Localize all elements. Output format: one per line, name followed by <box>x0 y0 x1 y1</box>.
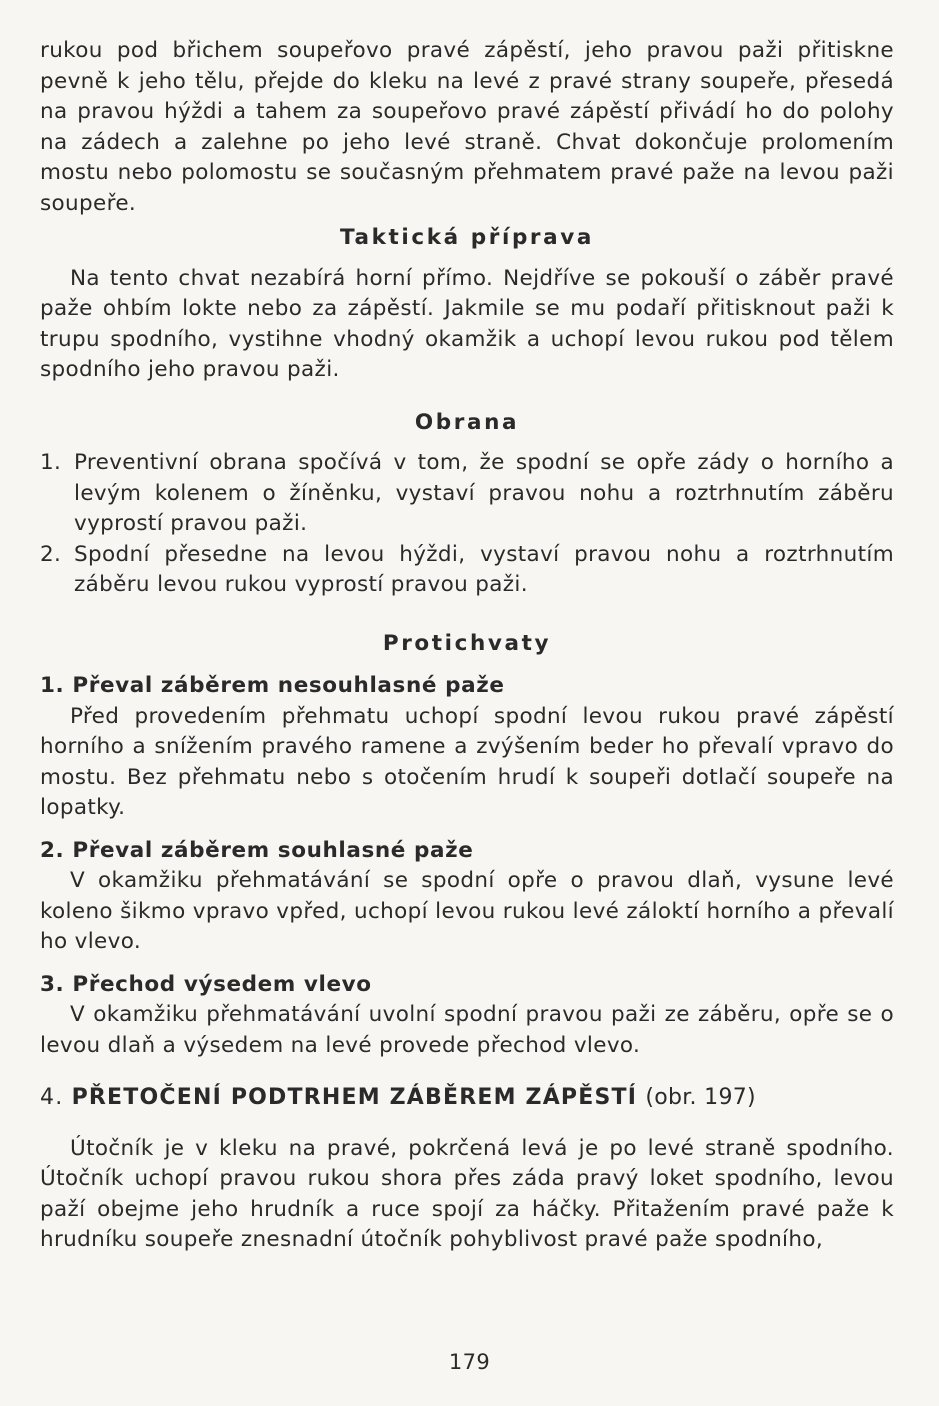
list-item-number: 2. <box>40 541 62 567</box>
tactical-paragraph: Na tento chvat nezabírá horní přímo. Nejdříve se pokouší o záběr pravé paže ohbím lokte nebo za zápěstí. Jakmile se mu podaří přitisknout paži k trupu spodního, vystihne vhodný okamžik a uchopí levou rukou pod tělem spodního jeho pravou paži. <box>40 265 894 382</box>
list-item <box>40 448 894 540</box>
list-item-text: Spodní přesedne na levou hýždi, vystaví pravou nohu a roztrhnutím záběru levou rukou vyprostí pravou paži. <box>74 541 894 597</box>
page-number: 179 <box>448 1350 491 1374</box>
figure-reference: (obr. 197) <box>645 1085 756 1110</box>
list-item-number: 1. <box>40 450 62 475</box>
defense-list <box>40 448 894 601</box>
counter-heading: 2. Převal záběrem souhlasné paže <box>40 837 474 863</box>
counter-paragraph: Před provedením přehmatu uchopí spodní levou rukou pravé zápěstí horního a snížením pravého ramene a zvýšením beder ho převalí vpravo do mostu. Bez přehmatu nebo s otočením hrudí k soupeři dotlačí soupeře na lopatky. <box>40 703 894 820</box>
counter-block <box>40 671 894 824</box>
counter-paragraph: V okamžiku přehmatávání se spodní opře o pravou dlaň, vysune levé koleno šikmo vpravo vpřed, uchopí levou rukou levé záloktí horního a převalí ho vlevo. <box>40 868 894 954</box>
intro-paragraph: rukou pod břichem soupeřovo pravé zápěstí, jeho pravou paži přitiskne pevně k jeho tělu, přejde do kleku na levé z pravé strany soupeře, přesedá na pravou hýždi a tahem za soupeřovo pravé zápěstí přivádí ho do polohy na zádech a zalehne po jeho levé straně. Chvat dokončuje prolomením mostu nebo polomostu se současným přehmatem pravé paže na levou paži soupeře. <box>40 38 894 216</box>
counter-heading: 3. Přechod výsedem vlevo <box>40 971 372 997</box>
list-item <box>40 540 894 601</box>
heading-obrana: Obrana <box>414 409 520 435</box>
heading-takticka-priprava: Taktická příprava <box>340 225 594 250</box>
heading-protichvaty: Protichvaty <box>382 630 552 656</box>
list-item-text: Preventivní obrana spočívá v tom, že spodní se opře zády o horního a levým kolenem o žíněnku, vystaví pravou nohu a roztrhnutím záběru vyprostí pravou paži. <box>74 450 894 536</box>
counter-block <box>40 836 894 958</box>
section-paragraph: Útočník je v kleku na pravé, pokrčená levá je po levé straně spodního. Útočník uchopí pravou rukou shora přes záda pravý loket spodního, levou paží obejme jeho hrudník a ruce spojí za háčky. Přitažením pravé paže k hrudníku soupeře znesnadní útočník pohyblivost pravé paže spodního, <box>40 1135 894 1252</box>
counter-block <box>40 970 894 1062</box>
section-title <box>40 1083 894 1114</box>
counter-heading: 1. Převal záběrem nesouhlasné paže <box>40 673 505 698</box>
counter-paragraph: V okamžiku přehmatávání uvolní spodní pravou paži ze záběru, opře se o levou dlaň a výsedem na levé provede přechod vlevo. <box>40 1002 894 1058</box>
section-number: 4. <box>40 1085 64 1110</box>
section-name: PŘETOČENÍ PODTRHEM ZÁBĚREM ZÁPĚSTÍ <box>71 1085 638 1110</box>
